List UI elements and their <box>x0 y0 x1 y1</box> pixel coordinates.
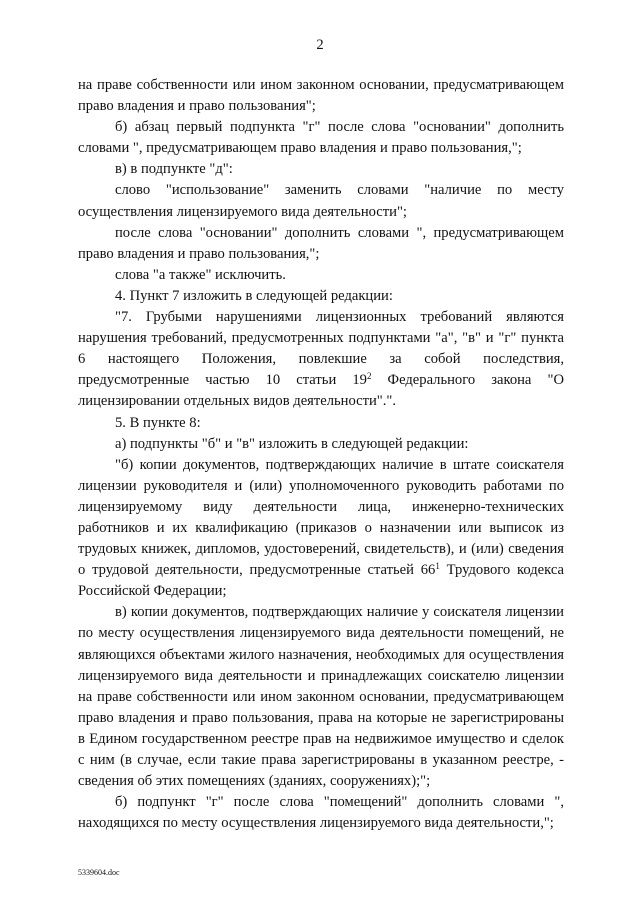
paragraph-11 <box>78 455 564 603</box>
paragraph-13: б) подпункт "г" после слова "помещений" дополнить словами ", находящихся по месту осуществления лицензируемого вида деятельности,"; <box>78 794 564 832</box>
paragraph-8-text-b: Федерального закона "О лицензировании отдельных видов деятельности".". <box>78 372 564 410</box>
paragraph-4: слово "использование" заменить словами "наличие по месту осуществления лицензируемого вида деятельности"; <box>78 182 564 220</box>
paragraph-10: а) подпункты "б" и "в" изложить в следующей редакции: <box>115 435 469 452</box>
superscript-2: 2 <box>366 371 372 382</box>
paragraph-2: б) абзац первый подпункта "г" после слова "основании" дополнить словами ", предусматривающем право владения и право пользования,"; <box>78 119 564 157</box>
paragraph-11-text-b: Трудового кодекса Российской Федерации; <box>78 562 564 600</box>
document-body <box>78 75 564 834</box>
paragraph-8-text-a: "7. Грубыми нарушениями лицензионных требований являются нарушения требований, предусмотренных подпунктами "а", "в" и "г" пункта 6 настоящего Положения, повлекшие за собой последствия, предусмотренные частью 10 статьи 19 <box>78 309 564 389</box>
paragraph-6: слова "а также" исключить. <box>115 266 286 283</box>
paragraph-5: после слова "основании" дополнить словами ", предусматривающем право владения и право пользования,"; <box>78 224 564 262</box>
paragraph-11-text-a: "б) копии документов, подтверждающих наличие в штате соискателя лицензии руководителя и (или) уполномоченного руководить работами по лицензируемому виду деятельности лица, инженерно-технических работников и их квалификацию (приказов о назначении или выписок из трудовых книжек, дипломов, удостоверений, свидетельств), и (или) сведения о трудовой деятельности, предусмотренные статьей 66 <box>78 456 564 579</box>
paragraph-3: в) в подпункте "д": <box>115 161 233 178</box>
paragraph-7: 4. Пункт 7 изложить в следующей редакции: <box>115 287 393 304</box>
paragraph-8 <box>78 307 564 412</box>
page-number: 2 <box>316 37 324 53</box>
file-name-footer: 5339604.doc <box>78 868 120 877</box>
paragraph-12: в) копии документов, подтверждающих наличие у соискателя лицензии по месту осуществления лицензируемого вида деятельности помещений, не являющихся объектами жилого назначения, необходимых для осуществления лицензируемого вида деятельности и принадлежащих соискателю лицензии на праве собственности или ином законном основании, предусматривающем право владения и право пользования, права на которые не зарегистрированы в Едином государственном реестре прав на недвижимое имущество и сделок с ним (в случае, если такие права зарегистрированы в указанном реестре, - сведения об этих помещениях (зданиях, сооружениях);"; <box>78 604 564 790</box>
paragraph-1: на праве собственности или ином законном основании, предусматривающем право владения и право пользования"; <box>78 77 564 115</box>
paragraph-9: 5. В пункте 8: <box>115 414 201 431</box>
superscript-1: 1 <box>435 561 440 572</box>
